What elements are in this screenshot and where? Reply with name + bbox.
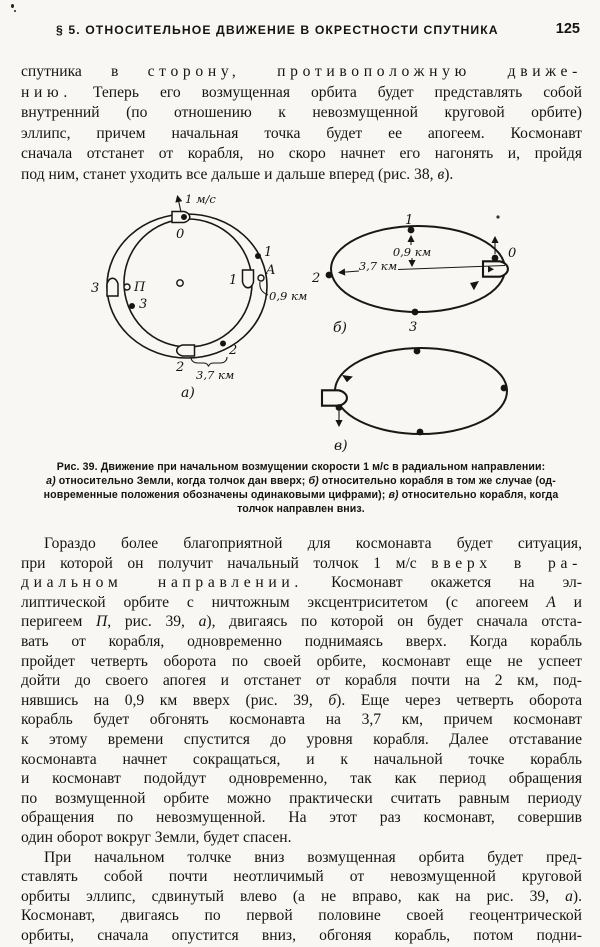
- text-run: ).: [572, 887, 582, 905]
- label-1: 1: [405, 213, 414, 228]
- text-line: [21, 534, 582, 554]
- page-number: 125: [555, 21, 580, 37]
- point-2: [326, 272, 333, 279]
- text-run: дойти до своего апогея и отстанет от корабля почти на 2 км, под-: [21, 672, 582, 690]
- text-line: [21, 165, 582, 186]
- point-right: [501, 385, 508, 392]
- earth-center-dot: [177, 280, 183, 286]
- diagram-a: [91, 192, 307, 401]
- figure-39: [0, 190, 600, 462]
- text-run: Гораздо более благоприятной для космонавта будет ситуация,: [44, 535, 582, 552]
- text-run: б: [328, 691, 337, 709]
- paragraph-top: [21, 62, 582, 185]
- ship-dot-2: [220, 341, 226, 347]
- text-run: а: [565, 887, 573, 905]
- label-0: 0: [508, 246, 517, 261]
- point-3: [412, 309, 419, 316]
- text-run: а: [198, 613, 207, 631]
- scan-speck: [11, 4, 14, 8]
- cosmonaut-3: [107, 278, 118, 296]
- running-header: § 5. ОТНОСИТЕЛЬНОЕ ДВИЖЕНИЕ В ОКРЕСТНОСТИ СПУТНИКА: [56, 23, 499, 37]
- point-top: [414, 348, 421, 355]
- text-run: при которой он получит начальный толчок 1 м/с: [21, 554, 432, 572]
- text-run: липтической орбите с ничтожным эксцентриситетом (с апогеем: [21, 593, 547, 611]
- text-line: [21, 554, 582, 574]
- cosmonaut-2: [177, 345, 195, 356]
- text-run: А: [546, 593, 556, 611]
- text-run: и: [555, 593, 582, 611]
- text-line: [21, 750, 582, 770]
- text-run: При начальном толчке вниз возмущенная орбита будет пред-: [44, 848, 582, 866]
- sublabel-v: в): [334, 438, 348, 454]
- point-bottom: [417, 429, 424, 436]
- text-line: [21, 848, 582, 868]
- ship-v: [322, 390, 347, 405]
- text-run: эллипс, причем начальная точка будет ее апогеем. Космонавт: [21, 124, 582, 142]
- brace: [191, 357, 227, 367]
- spacecraft-0: [172, 212, 190, 223]
- sublabel-b: б): [333, 320, 348, 336]
- label-cosmo-1: 1: [229, 273, 238, 288]
- text-run: П: [95, 613, 108, 631]
- text-run: орбиты, сначала опустится вниз, обгоняя корабль, потом подни-: [21, 926, 582, 944]
- text-line: [21, 144, 582, 165]
- text-line: [21, 612, 582, 632]
- text-run: нию.: [21, 83, 72, 101]
- text-run: диальном направлении.: [21, 574, 304, 592]
- label-point-0: 0: [176, 227, 185, 242]
- text-line: [21, 103, 582, 124]
- sublabel-a: а): [181, 385, 195, 401]
- ship-dot-1: [255, 253, 261, 259]
- text-run: толчок направлен вниз.: [237, 502, 365, 515]
- text-line: [21, 789, 582, 809]
- text-run: а): [46, 474, 56, 487]
- text-run: сначала отстанет от корабля, но скоро начнет его нагонять и, пройдя: [21, 145, 582, 162]
- text-line: [20, 461, 582, 475]
- text-line: [20, 475, 582, 489]
- text-line: [21, 573, 582, 593]
- text-run: к этому времени спустится до уровня корабля. Далее отставание: [21, 730, 582, 748]
- perigee-dot: [124, 284, 130, 290]
- label-cosmo-2: 2: [176, 360, 185, 375]
- label-ship-3: 3: [139, 297, 148, 312]
- text-run: , рис. 39,: [107, 613, 199, 631]
- text-line: [21, 124, 582, 145]
- label-2: 2: [312, 271, 321, 286]
- perturbed-orbit: [107, 214, 267, 358]
- text-run: нявшись на 0,9 км вверх (рис. 39,: [21, 691, 329, 709]
- text-run: сторону, противоположную движе-: [147, 63, 582, 80]
- label-apogee: A: [266, 263, 276, 278]
- diagram-b: [311, 213, 516, 336]
- text-run: вать от корабля, одновременно поднимаясь вверх. Когда корабль: [21, 632, 582, 650]
- text-run: Космонавт окажется на эл-: [303, 574, 582, 592]
- text-run: в): [388, 488, 399, 501]
- text-run: пройдет четверть оборота по своей орбите, космонавт еще не успеет: [21, 652, 582, 670]
- relative-orbit-v: [335, 348, 507, 434]
- label-dist-lag-a: 3,7 км: [196, 368, 235, 382]
- text-run: Рис. 39. Движение при начальном возмущении скорости 1 м/с в радиальном направлении:: [56, 461, 546, 473]
- start-dot: [336, 404, 343, 411]
- text-run: новременные положения обозначены одинаковыми цифрами);: [43, 488, 389, 501]
- text-run: один оборот вокруг Земли, будет спасен.: [21, 828, 292, 846]
- ship-dot-3: [129, 303, 135, 309]
- text-run: орбиты эллипс, сдвинутый влево (а не вправо, как на рис. 39,: [21, 887, 566, 905]
- ship-b: [483, 261, 508, 276]
- direction-arrowhead: [469, 278, 482, 291]
- label-cosmo-3: 3: [91, 281, 100, 296]
- label-3: 3: [409, 320, 418, 335]
- label-dist-apogee: 0,9 км: [269, 289, 308, 303]
- apogee-dot: [258, 275, 264, 281]
- figure-caption: [20, 461, 582, 517]
- text-line: [21, 867, 582, 887]
- text-run: вверх в ра-: [431, 554, 582, 572]
- text-run: по возмущенной орбите можно практически считать равным периоду: [21, 789, 582, 807]
- text-line: [21, 808, 582, 828]
- label-velocity: 1 м/с: [185, 192, 216, 206]
- text-run: Теперь его возмущенная орбита будет представлять собой: [71, 83, 582, 101]
- text-run: ), двигаясь по которой он будет сначала отста-: [206, 613, 582, 631]
- text-run: относительно Земли, когда толчок дан вверх;: [55, 474, 309, 487]
- text-line: [21, 887, 582, 907]
- ship-dot-0: [181, 214, 187, 220]
- cosmonaut-1: [243, 270, 254, 288]
- text-run: относительно корабля, когда: [398, 488, 559, 501]
- text-line: [21, 62, 582, 83]
- scan-speck: [496, 215, 499, 218]
- label-ship-2: 2: [229, 343, 238, 358]
- text-line: [21, 906, 582, 926]
- text-run: ).: [444, 165, 454, 183]
- text-run: под ним, станет уходить все дальше и дальше вперед (рис. 38,: [21, 165, 438, 183]
- label-rise: 0,9 км: [392, 245, 432, 259]
- text-line: [21, 593, 582, 613]
- text-line: [21, 828, 582, 848]
- text-line: [21, 671, 582, 691]
- text-run: в: [437, 165, 445, 183]
- label-ship-1: 1: [264, 245, 273, 260]
- scan-speck: [14, 10, 16, 12]
- text-run: спутника в: [21, 63, 148, 80]
- paragraphs-bottom: [21, 534, 582, 945]
- diagram-v: [322, 348, 507, 454]
- text-run: и космонавт подойдут одновременно, так как период обращения: [21, 770, 582, 788]
- label-lag: 3,7 км: [358, 259, 398, 273]
- text-run: внутренний (по отношению к невозмущенной круговой орбите): [21, 104, 582, 121]
- text-run: обращения по невозмущенной. На этот раз космонавт, совершив: [21, 809, 582, 827]
- text-line: [21, 632, 582, 652]
- impulse-arrow: [178, 196, 182, 212]
- text-line: [21, 730, 582, 750]
- text-line: [21, 926, 582, 946]
- text-line: [20, 503, 582, 517]
- text-run: ). Еще через четверть оборота: [336, 691, 582, 709]
- text-line: [21, 83, 582, 104]
- text-run: космонавта начнет сокращаться, и к начальной точке корабль: [21, 750, 582, 768]
- label-perigee: П: [134, 280, 146, 295]
- text-run: корабль будет обгонять космонавта на 3,7 км, причем космонавт: [21, 711, 582, 729]
- text-run: б): [308, 474, 319, 487]
- text-run: ставлять собой почти неотличимый от невозмущенной круговой: [21, 868, 582, 886]
- point-0: [492, 255, 499, 262]
- text-line: [20, 489, 582, 503]
- text-line: [21, 691, 582, 711]
- text-line: [21, 769, 582, 789]
- dim-arrow-left: [339, 271, 359, 273]
- text-run: относительно корабля в том же случае (од-: [318, 474, 556, 487]
- text-run: перигеем: [21, 613, 96, 631]
- text-line: [21, 652, 582, 672]
- text-run: Космонавт, двигаясь по первой половине своей геоцентрической: [21, 907, 582, 925]
- text-line: [21, 710, 582, 730]
